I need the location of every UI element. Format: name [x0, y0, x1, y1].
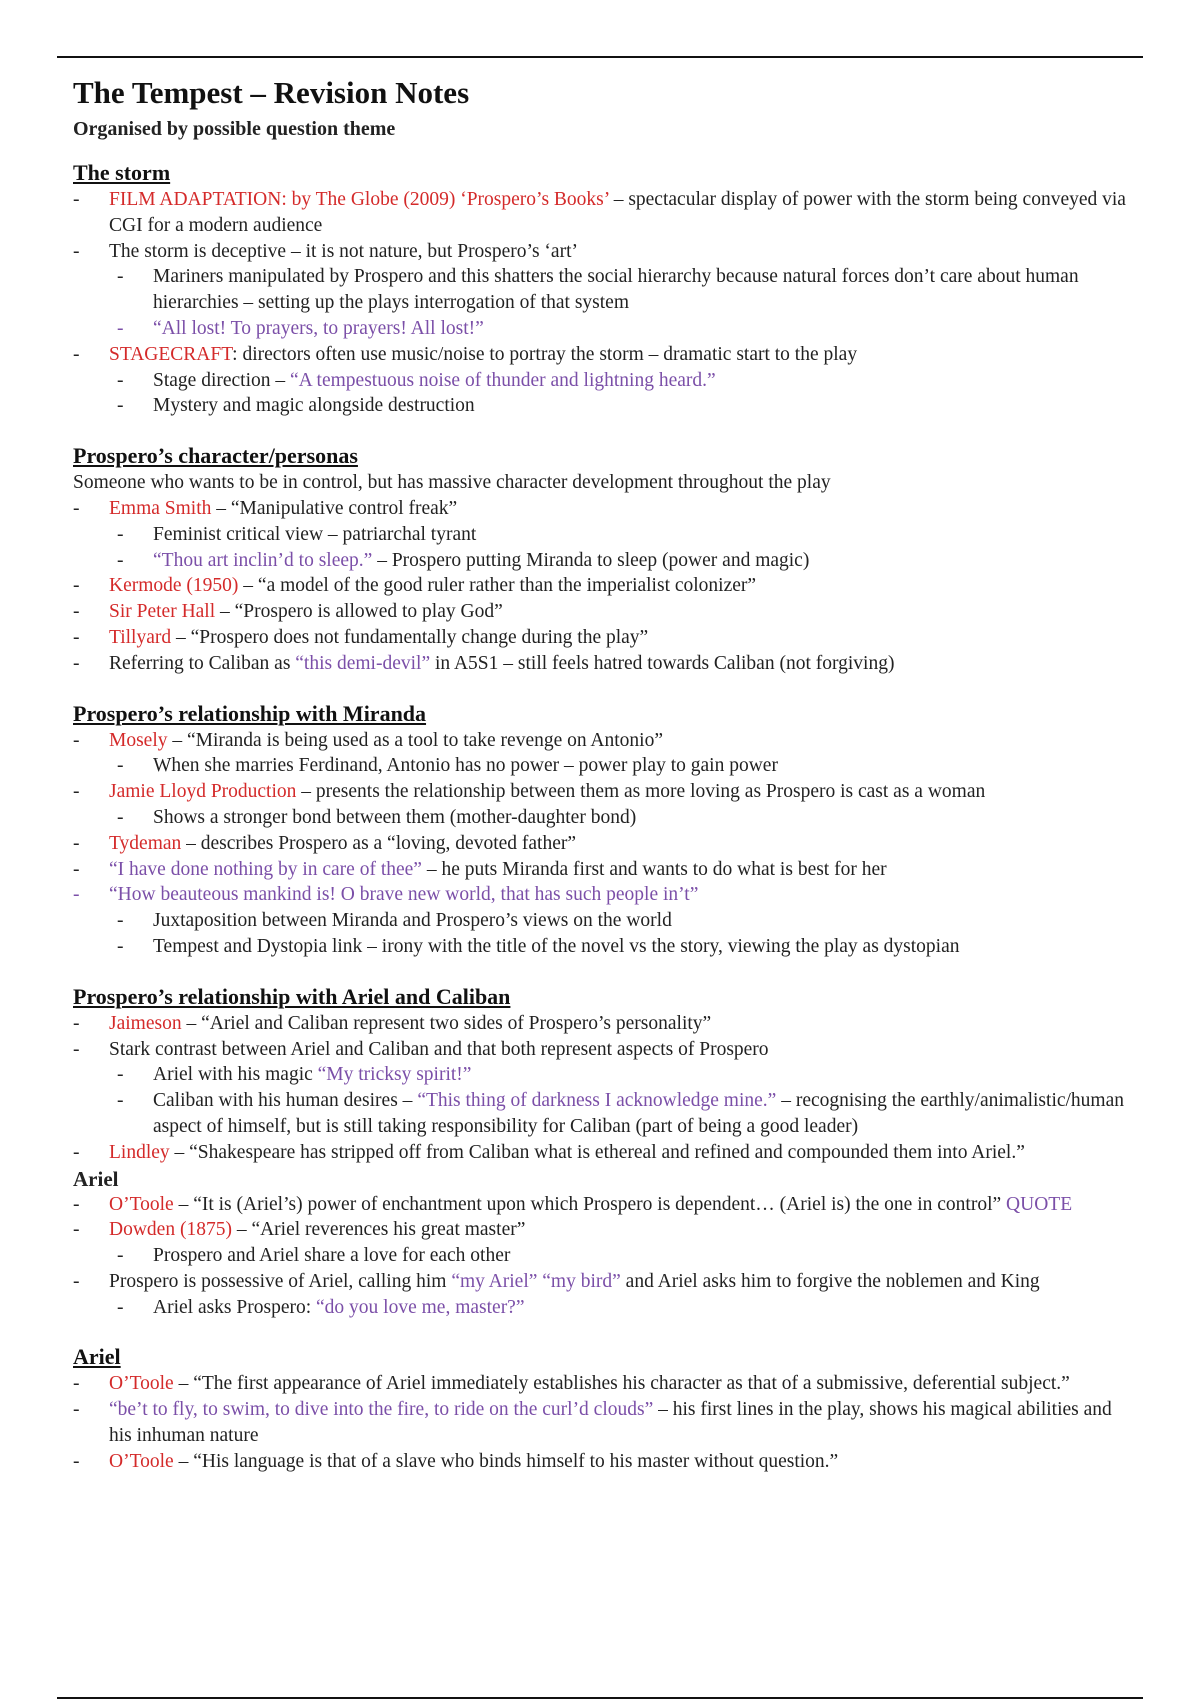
section-heading: Prospero’s relationship with Ariel and Caliban: [73, 983, 511, 1009]
list-item: - Jaimeson – “Ariel and Caliban represent two sides of Prospero’s personality”: [73, 1011, 1133, 1037]
sub-list-item: - “All lost! To prayers, to prayers! All lost!”: [73, 316, 1133, 342]
sub-list-item: - Prospero and Ariel share a love for each other: [73, 1243, 1133, 1269]
bullet-list: [73, 496, 1133, 677]
list-item: - O’Toole – “His language is that of a slave who binds himself to his master without question.”: [73, 1449, 1133, 1475]
sub-list-item: - Ariel with his magic “My tricksy spirit!”: [73, 1062, 1133, 1088]
list-item: - O’Toole – “It is (Ariel’s) power of enchantment upon which Prospero is dependent… (Ariel is) the one in control” QUOTE: [73, 1192, 1133, 1218]
section-prospero-miranda: [73, 699, 1133, 960]
sub-list-item: - “Thou art inclin’d to sleep.” – Prospero putting Miranda to sleep (power and magic): [73, 548, 1133, 574]
section-intro: Someone who wants to be in control, but has massive character development throughout the play: [73, 472, 831, 494]
list-item: - Tydeman – describes Prospero as a “loving, devoted father”: [73, 831, 1133, 857]
top-rule: [57, 56, 1143, 58]
sub-list-item: - Ariel asks Prospero: “do you love me, master?”: [73, 1295, 1133, 1321]
sub-list-item: - When she marries Ferdinand, Antonio has no power – power play to gain power: [73, 753, 1133, 779]
document-body: [73, 70, 1133, 1497]
sub-list-item: - Feminist critical view – patriarchal tyrant: [73, 522, 1133, 548]
list-item: - Tillyard – “Prospero does not fundamentally change during the play”: [73, 625, 1133, 651]
bottom-rule: [57, 1697, 1143, 1699]
list-item: - Jamie Lloyd Production – presents the relationship between them as more loving as Prospero is cast as a woman: [73, 779, 1133, 805]
list-item: - O’Toole – “The first appearance of Ariel immediately establishes his character as that of a submissive, deferential subject.”: [73, 1371, 1133, 1397]
sub-list-item: - Mariners manipulated by Prospero and this shatters the social hierarchy because natural forces don’t care about human hierarchies – setting up the plays interrogation of that system: [73, 264, 1133, 316]
bullet-list: [73, 1371, 1133, 1474]
page-subtitle: Organised by possible question theme: [73, 118, 396, 140]
list-item: - FILM ADAPTATION: by The Globe (2009) ‘Prospero’s Books’ – spectacular display of power with the storm being conveyed via CGI for a modern audience: [73, 187, 1133, 239]
list-item: - “I have done nothing by in care of thee” – he puts Miranda first and wants to do what is best for her: [73, 857, 1133, 883]
list-item: - STAGECRAFT: directors often use music/noise to portray the storm – dramatic start to the play: [73, 342, 1133, 368]
sub-list-item: - Shows a stronger bond between them (mother-daughter bond): [73, 805, 1133, 831]
section-heading: Ariel: [73, 1344, 121, 1370]
list-item: - Referring to Caliban as “this demi-devil” in A5S1 – still feels hatred towards Caliban (not forgiving): [73, 651, 1133, 677]
list-item: - Dowden (1875) – “Ariel reverences his great master”: [73, 1217, 1133, 1243]
list-item: - Kermode (1950) – “a model of the good ruler rather than the imperialist colonizer”: [73, 573, 1133, 599]
sub-list-item: - Juxtaposition between Miranda and Prospero’s views on the world: [73, 908, 1133, 934]
section-heading: The storm: [73, 160, 171, 185]
list-item: - Sir Peter Hall – “Prospero is allowed to play God”: [73, 599, 1133, 625]
list-item: - The storm is deceptive – it is not nature, but Prospero’s ‘art’: [73, 239, 1133, 265]
section-heading: Prospero’s character/personas: [73, 443, 358, 469]
bullet-list: [73, 728, 1133, 960]
page-title: The Tempest – Revision Notes: [73, 75, 470, 110]
sub-list-item: - Caliban with his human desires – “This thing of darkness I acknowledge mine.” – recognising the earthly/animalistic/human aspect of himself, but is still taking responsibility for Caliban (part of being a good leader): [73, 1088, 1133, 1140]
list-item: - Prospero is possessive of Ariel, calling him “my Ariel” “my bird” and Ariel asks him to forgive the noblemen and King: [73, 1269, 1133, 1295]
list-item: - Mosely – “Miranda is being used as a tool to take revenge on Antonio”: [73, 728, 1133, 754]
section-storm: [73, 158, 1133, 419]
bullet-list: [73, 1192, 1133, 1321]
list-item: - Lindley – “Shakespeare has stripped off from Caliban what is ethereal and refined and compounded them into Ariel.”: [73, 1140, 1133, 1166]
list-item: - Emma Smith – “Manipulative control freak”: [73, 496, 1133, 522]
section-prospero-character: [73, 441, 1133, 676]
sub-list-item: - Mystery and magic alongside destruction: [73, 393, 1133, 419]
section-heading: Prospero’s relationship with Miranda: [73, 700, 427, 726]
bullet-list: [73, 1011, 1133, 1166]
bullet-list: [73, 187, 1133, 419]
section-prospero-ariel-caliban: [73, 982, 1133, 1321]
list-item: - “be’t to fly, to swim, to dive into the fire, to ride on the curl’d clouds” – his first lines in the play, shows his magical abilities and his inhuman nature: [73, 1397, 1133, 1449]
sub-list-item: - Stage direction – “A tempestuous noise of thunder and lightning heard.”: [73, 368, 1133, 394]
sub-list-item: - Tempest and Dystopia link – irony with the title of the novel vs the story, viewing the play as dystopian: [73, 934, 1133, 960]
list-item: - “How beauteous mankind is! O brave new world, that has such people in’t”: [73, 882, 1133, 908]
subsection-heading: Ariel: [73, 1166, 119, 1191]
section-ariel: [73, 1342, 1133, 1474]
list-item: - Stark contrast between Ariel and Caliban and that both represent aspects of Prospero: [73, 1037, 1133, 1063]
